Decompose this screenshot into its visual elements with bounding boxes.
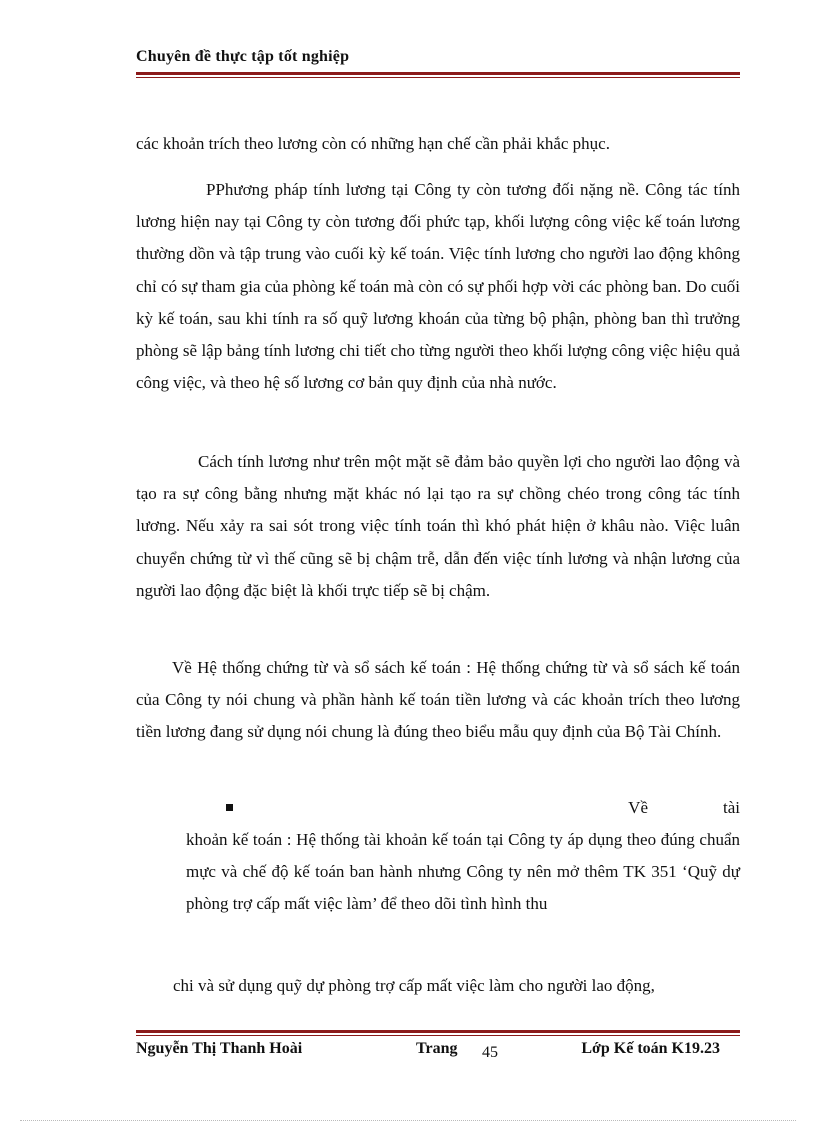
bullet-first-line — [186, 792, 740, 824]
footer-page-number: 45 — [482, 1044, 498, 1061]
header-divider — [136, 72, 740, 78]
footer-divider — [136, 1030, 740, 1036]
page-header-title: Chuyên đề thực tập tốt nghiệp — [136, 48, 350, 65]
footer-page-label: Trang — [416, 1040, 458, 1057]
paragraph-6: chi và sử dụng quỹ dự phòng trợ cấp mất việc làm cho người lao động, — [173, 976, 655, 995]
page-footer — [136, 1040, 740, 1064]
square-bullet-icon — [226, 804, 233, 811]
paragraph-3: Cách tính lương như trên một mặt sẽ đảm bảo quyền lợi cho người lao động và tạo ra sự công bằng nhưng mặt khác nó lại tạo ra sự chồng chéo trong công tác tính lương. Nếu xảy ra sai sót trong việc tính toán thì khó phát hiện ở khâu nào. Việc luân chuyển chứng từ vì thế cũng sẽ bị chậm trễ, dẫn đến việc tính lương và nhận lương của người lao động đặc biệt là khối trực tiếp sẽ bị chậm. — [136, 452, 740, 600]
paragraph-1: các khoản trích theo lương còn có những hạn chế cần phải khắc phục. — [136, 134, 610, 153]
paragraph-2: PPhương pháp tính lương tại Công ty còn tương đối nặng nề. Công tác tính lương hiện nay tại Công ty còn tương đối phức tạp, khối lượng công việc kế toán lương thường dồn và tập trung vào cuối kỳ kế toán. Việc tính lương cho người lao động không chỉ có sự tham gia của phòng kế toán mà còn có sự phối hợp vời các phòng ban. Do cuối kỳ kế toán, sau khi tính ra số quỹ lương khoán của từng bộ phận, phòng ban thì trưởng phòng sẽ lập bảng tính lương chi tiết cho từng người theo khối lượng công việc hiệu quả công việc, và theo hệ số lương cơ bản quy định của nhà nước. — [136, 180, 740, 393]
bullet-text: khoản kế toán : Hệ thống tài khoản kế toán tại Công ty áp dụng theo đúng chuẩn mực và chế độ kế toán ban hành nhưng Công ty nên mở thêm TK 351 ‘Quỹ dự phòng trợ cấp mất việc làm’ để theo dõi tình hình thu — [186, 830, 740, 914]
bullet-item — [186, 792, 740, 921]
footer-class-label: Lớp Kế toán K19.23 — [581, 1040, 720, 1057]
paragraph-4: Về Hệ thống chứng từ và sổ sách kế toán : Hệ thống chứng từ và sổ sách kế toán của Công ty nói chung và phần hành kế toán tiền lương và các khoản trích theo lương tiền lương đang sử dụng nói chung là đúng theo biểu mẫu quy định của Bộ Tài Chính. — [136, 658, 740, 742]
bullet-lead-word-1: Về — [628, 798, 648, 817]
footer-author: Nguyễn Thị Thanh Hoài — [136, 1040, 303, 1057]
page-bottom-border — [20, 1120, 796, 1121]
bullet-lead-word-2: tài — [723, 798, 740, 817]
